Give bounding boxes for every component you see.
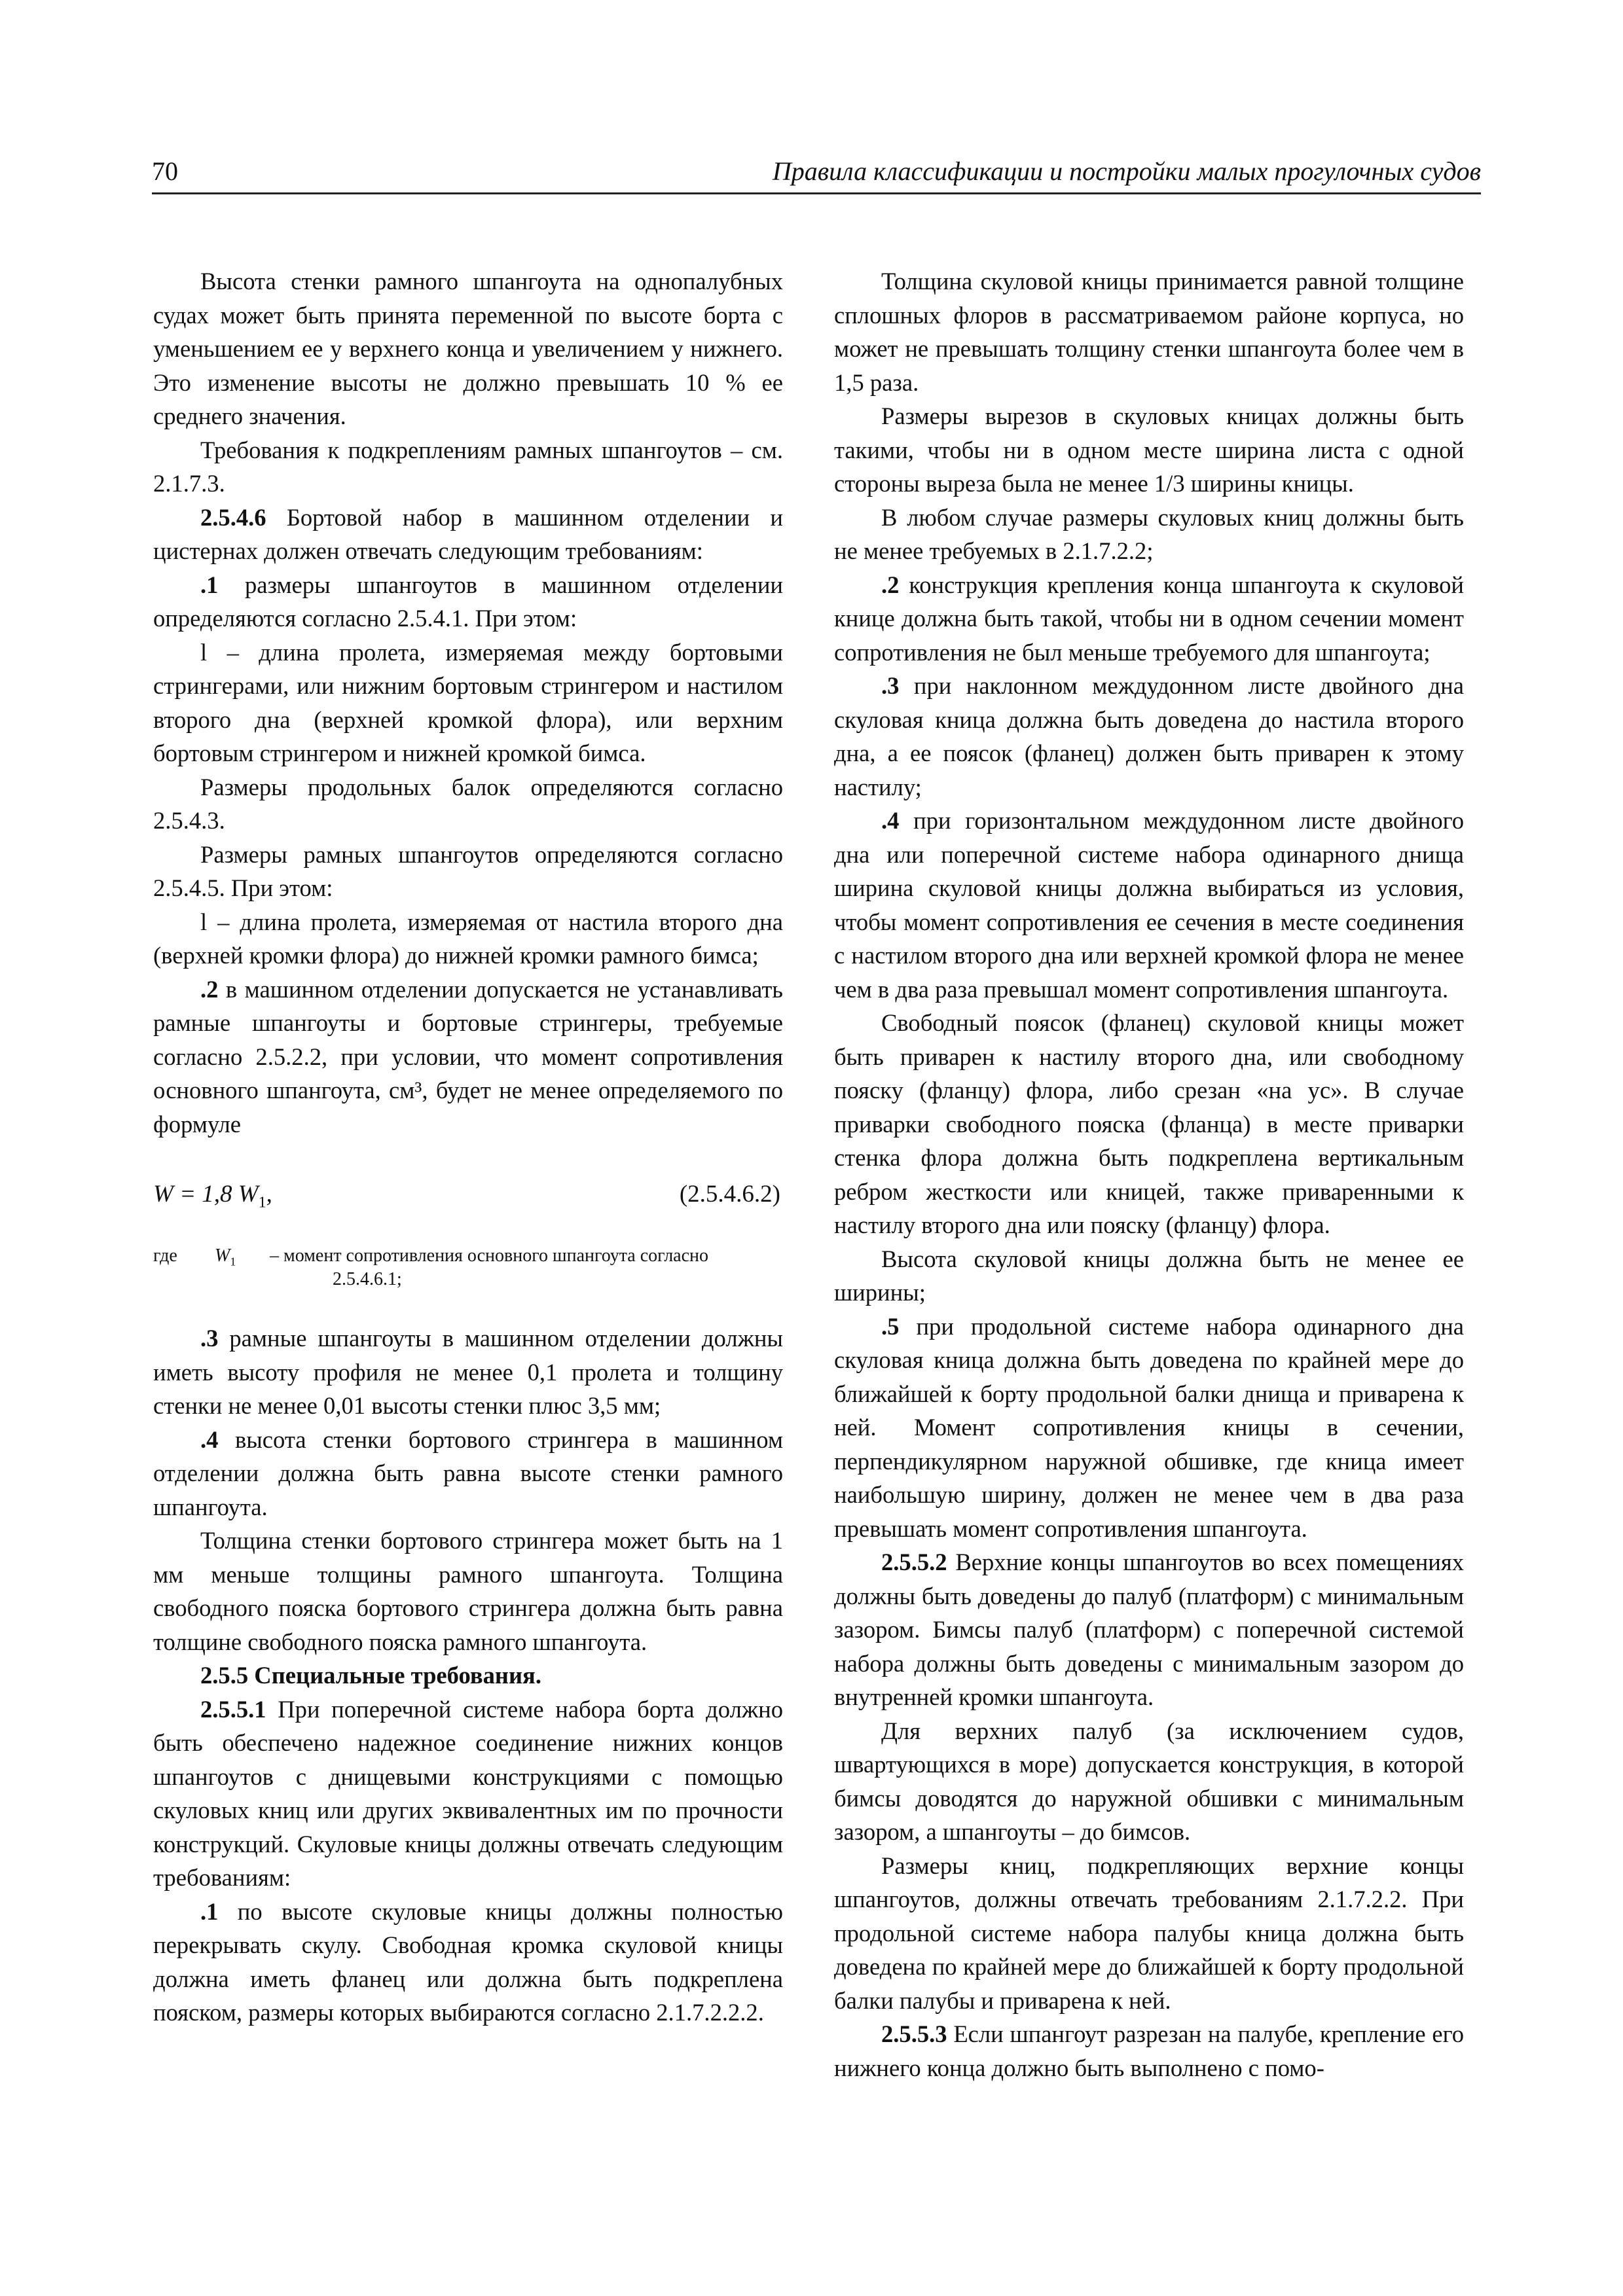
paragraph: Размеры вырезов в скуловых кницах должны быть такими, чтобы ни в одном месте ширина листа с одной стороны выреза была не менее 1/3 ширины кницы.: [834, 403, 1464, 497]
clause-number: 2.5.5.2: [881, 1549, 947, 1575]
legend-text: – момент сопротивления основного шпангоута согласно: [270, 1246, 709, 1266]
item-number: .3: [881, 672, 900, 699]
paragraph: [834, 669, 1464, 804]
paragraph: Свободный поясок (фланец) скуловой кницы может быть приварен к настилу второго дна, или свободному пояску (фланцу) флора, либо срезан «на ус». В случае приварки свободного пояска (фланца) в месте приварки стенка флора должна быть подкреплена вертикальным ребром жесткости или кницей, также приваренными к настилу второго дна или пояску (фланцу) флора.: [834, 1009, 1464, 1238]
formula-expression: W = 1,8 $W_1$,: [153, 1181, 272, 1211]
paragraph: [153, 1423, 783, 1524]
paragraph: В любом случае размеры скуловых книц должны быть не менее требуемых в 2.1.7.2.2;: [834, 503, 1464, 564]
paragraph: l – длина пролета, измеряемая между бортовыми стрингерами, или нижним бортовым стрингером и настилом второго дна (верхней кромкой флора), или верхним бортовым стрингером и нижней кромкой бимса.: [153, 638, 783, 766]
legend-keyword: где: [153, 1246, 177, 1266]
item-text: при продольной системе набора одинарного дна скуловая кница должна быть доведена по крайней мере до ближайшей к борту продольной балки днища и приварена к ней. Момент сопротивления кницы в сечении, перпендикулярном наружной обшивке, где кница имеет наибольшую ширину, должен не менее чем в два раза превышать момент сопротивления шпангоута.: [834, 1312, 1464, 1542]
item-number: .5: [881, 1312, 900, 1340]
paragraph: [834, 2017, 1464, 2085]
clause-number: 2.5.4.6: [200, 503, 266, 531]
clause-text: Верхние концы шпангоутов во всех помещениях должны быть доведены до палуб (платформ) с минимальным зазором. Бимсы палуб (платформ) с поперечной системой набора должны быть доведены с минимальным зазором до внутренней кромки шпангоута.: [834, 1549, 1464, 1710]
formula: [153, 1162, 783, 1230]
left-column: [153, 264, 783, 2030]
page-header: [152, 154, 1481, 195]
item-text: размеры шпангоутов в машинном отделении определяются согласно 2.5.4.1. При этом:: [153, 571, 783, 632]
clause-number: 2.5.5.3: [881, 2020, 947, 2047]
paragraph: [153, 1693, 783, 1895]
paragraph: Высота стенки рамного шпангоута на однопалубных судах может быть принята переменной по высоте борта с уменьшением ее у верхнего конца и увеличением у нижнего. Это изменение высоты не должно превышать 10 % ее среднего значения.: [153, 268, 783, 429]
paragraph: Для верхних палуб (за исключением судов, швартующихся в море) допускается конструкция, в которой бимсы доводятся до наружной обшивки с минимальным зазором, а шпангоуты – до бимсов.: [834, 1717, 1464, 1845]
paragraph: [834, 1545, 1464, 1714]
item-text: рамные шпангоуты в машинном отделении должны иметь высоту профиля не менее 0,1 пролета и толщину стенки не менее 0,01 высоты стенки плюс 3,5 мм;: [153, 1325, 783, 1419]
item-text: при наклонном междудонном листе двойного дна скуловая кница должна быть доведена до настила второго дна, а ее поясок (фланец) должен быть приварен к этому настилу;: [834, 672, 1464, 800]
paragraph: [834, 804, 1464, 1006]
paragraph: [153, 568, 783, 636]
right-column: [834, 264, 1464, 2085]
paragraph: Размеры продольных балок определяются согласно 2.5.4.3.: [153, 773, 783, 834]
legend-symbol: $W_1$: [215, 1246, 236, 1268]
paragraph: [153, 501, 783, 568]
clause-text: При поперечной системе набора борта должно быть обеспечено надежное соединение нижних концов шпангоутов с днищевыми конструкциями с помощью скуловых книц или других эквивалентных им по прочности конструкций. Скуловые кницы должны отвечать следующим требованиям:: [153, 1695, 783, 1891]
paragraph: Размеры рамных шпангоутов определяются согласно 2.5.4.5. При этом:: [153, 840, 783, 901]
formula-number: (2.5.4.6.2): [679, 1181, 780, 1208]
paragraph: [153, 973, 783, 1141]
paragraph: [834, 568, 1464, 670]
item-text: при горизонтальном междудонном листе двойного дна или поперечной системе набора одинарного днища ширина скуловой кницы должна выбираться из условия, чтобы момент сопротивления ее сечения в месте соединения с настилом второго дна или верхней кромкой флора не менее чем в два раза превышал момент сопротивления шпангоута.: [834, 807, 1464, 1003]
section-heading: 2.5.5 Специальные требования.: [200, 1662, 541, 1689]
item-number: .4: [200, 1426, 219, 1453]
item-number: .2: [881, 571, 900, 598]
paragraph: l – длина пролета, измеряемая от настила второго дна (верхней кромки флора) до нижней кромки рамного бимса;: [153, 908, 783, 969]
paragraph: [153, 1321, 783, 1423]
clause-text: Бортовой набор в машинном отделении и цистернах должен отвечать следующим требованиям:: [153, 503, 783, 564]
item-number: .3: [200, 1325, 219, 1352]
legend-text-cont: 2.5.4.6.1;: [333, 1269, 402, 1289]
paragraph: Толщина стенки бортового стрингера может быть на 1 мм меньше толщины рамного шпангоута. Толщина свободного пояска бортового стрингера должна быть равна толщине свободного пояска рамного шпангоута.: [153, 1527, 783, 1655]
item-text: конструкция крепления конца шпангоута к скуловой книце должна быть такой, чтобы ни в одном сечении момент сопротивления не был меньше требуемого для шпангоута;: [834, 571, 1464, 666]
item-text: высота стенки бортового стрингера в машинном отделении должна быть равна высоте стенки рамного шпангоута.: [153, 1426, 783, 1520]
paragraph: Высота скуловой кницы должна быть не менее ее ширины;: [834, 1245, 1464, 1306]
item-text: по высоте скуловые кницы должны полностью перекрывать скулу. Свободная кромка скуловой кницы должна иметь фланец или должна быть подкреплена пояском, размеры которых выбираются согласно 2.1.7.2.2.2.: [153, 1897, 783, 2026]
formula-legend: [153, 1244, 783, 1291]
paragraph: Требования к подкреплениям рамных шпангоутов – см. 2.1.7.3.: [153, 436, 783, 497]
item-number: .2: [200, 975, 219, 1003]
clause-number: 2.5.5.1: [200, 1695, 266, 1723]
clause-text: Если шпангоут разрезан на палубе, крепление его нижнего конца должно быть выполнено с помо-: [834, 2020, 1464, 2081]
paragraph: Толщина скуловой кницы принимается равной толщине сплошных флоров в рассматриваемом районе корпуса, но может не превышать толщину стенки шпангоута более чем в 1,5 раза.: [834, 268, 1464, 396]
item-number: .4: [881, 807, 900, 834]
paragraph: Размеры книц, подкрепляющих верхние концы шпангоутов, должны отвечать требованиям 2.1.7.2.2. При продольной системе набора палубы кница должна быть доведена по крайней мере до ближайшей к борту продольной балки палубы и приварена к ней.: [834, 1852, 1464, 2014]
header-rule: [152, 192, 1481, 194]
paragraph: [153, 1895, 783, 2030]
item-text: в машинном отделении допускается не устанавливать рамные шпангоуты и бортовые стрингеры, требуемые согласно 2.5.2.2, при условии, что момент сопротивления основного шпангоута, см³, будет не менее определяемого по формуле: [153, 975, 783, 1138]
item-number: .1: [200, 571, 219, 598]
item-number: .1: [200, 1897, 219, 1925]
paragraph: [834, 1310, 1464, 1546]
page-number: 70: [152, 156, 178, 186]
running-title: Правила классификации и постройки малых прогулочных судов: [772, 156, 1481, 186]
